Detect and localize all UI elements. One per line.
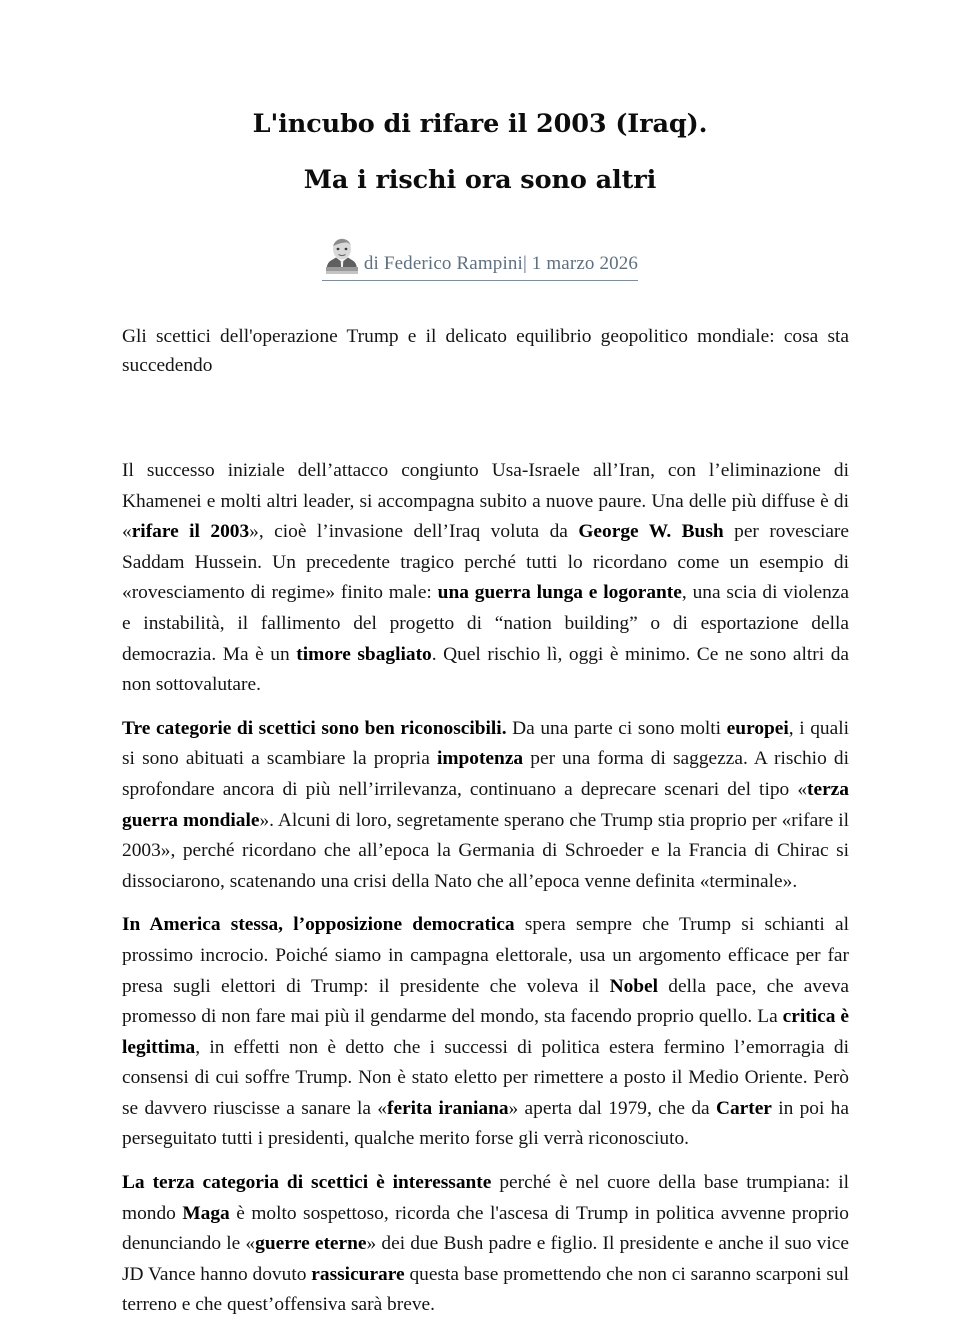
- emphasis-text: Tre categorie di scettici sono ben riconoscibili.: [122, 717, 507, 739]
- paragraph-text: della pace, che aveva promesso di non fare mai più il gendarme del mondo, sta facendo proprio quello. La: [122, 975, 849, 1028]
- emphasis-text: rifare il 2003: [131, 521, 250, 543]
- summary-spacer: [122, 380, 849, 456]
- emphasis-text: Nobel: [609, 975, 659, 997]
- paragraph-text: questa base promettendo che non ci saranno scarponi sul terreno e che quest’offensiva sarà breve.: [122, 1263, 849, 1316]
- emphasis-text: George W. Bush: [578, 521, 724, 543]
- body-paragraph: [122, 456, 849, 701]
- emphasis-text: ferita iraniana: [387, 1097, 509, 1119]
- emphasis-text: guerre eterne: [255, 1233, 367, 1255]
- article-body: [122, 322, 849, 1321]
- paragraph-text: per rovesciare Saddam Hussein. Un precedente tragico perché tutti lo ricordano come un esempio di «rovesciamento di regime» finito male:: [122, 521, 849, 604]
- paragraph-text: ». Alcuni di loro, segretamente sperano che Trump stia proprio per «rifare il 2003», perché ricordano che all’epoca la Germania di Schroeder e la Francia di Chirac si dissociarono, scatenando una crisi della Nato che all’epoca venne definita «terminale».: [122, 809, 849, 892]
- emphasis-text: La terza categoria di scettici è interessante: [122, 1172, 492, 1194]
- paragraph-text: Il successo iniziale dell’attacco congiunto Usa-Israele all’Iran, con l’eliminazione di Khamenei e molti altri leader, si accompagna subito a nuove paure. Una delle più diffuse è di «: [122, 460, 849, 543]
- paragraph-text: , i quali si sono abituati a scambiare la propria: [122, 717, 850, 770]
- body-paragraph: [122, 714, 849, 898]
- byline-text: di Federico Rampini| 1 marzo 2026: [363, 253, 639, 274]
- emphasis-text: Maga: [182, 1202, 230, 1224]
- paragraph-text: in poi ha perseguitato tutti i presidenti, qualche merito forse gli verrà riconosciuto.: [122, 1097, 849, 1150]
- emphasis-text: europei: [726, 717, 789, 739]
- title-line-1: L'incubo di rifare il 2003 (Iraq).: [252, 109, 708, 139]
- emphasis-text: impotenza: [436, 748, 524, 770]
- paragraph-text: », cioè l’invasione dell’Iraq voluta da: [249, 521, 579, 543]
- body-paragraph: [122, 1168, 849, 1321]
- article-title: [0, 109, 960, 195]
- emphasis-text: timore sbagliato: [296, 643, 432, 665]
- article-summary: Gli scettici dell'operazione Trump e il delicato equilibrio geopolitico mondiale: cosa sta succedendo: [122, 326, 849, 376]
- emphasis-text: rassicurare: [311, 1263, 405, 1285]
- byline: [0, 236, 960, 286]
- paragraph-text: . Quel rischio lì, oggi è minimo. Ce ne sono altri da non sottovalutare.: [122, 643, 849, 696]
- emphasis-text: Carter: [715, 1097, 772, 1119]
- paragraph-text: è molto sospettoso, ricorda che l'ascesa di Trump in politica avvenne proprio denunciando le «: [122, 1202, 849, 1255]
- paragraph-text: , una scia di violenza e instabilità, il fallimento del progetto di “nation building” o di esportazione della democrazia. Ma è un: [122, 582, 849, 665]
- emphasis-text: una guerra lunga e logorante: [437, 582, 682, 604]
- byline-link[interactable]: [322, 236, 638, 281]
- paragraph-text: » dei due Bush padre e figlio. Il presidente e anche il suo vice JD Vance hanno dovuto: [122, 1233, 849, 1285]
- paragraph-text: Da una parte ci sono molti: [506, 717, 727, 739]
- paragraph-text: perché è nel cuore della base trumpiana: il mondo: [122, 1172, 849, 1224]
- paragraph-text: spera sempre che Trump si schianti al prossimo incrocio. Poiché siamo in campagna elettorale, usa un argomento efficace per far presa sugli elettori di Trump: il presidente che voleva il: [122, 914, 849, 997]
- emphasis-text: critica è legittima: [122, 1006, 850, 1058]
- author-portrait-icon: [322, 236, 362, 277]
- emphasis-text: terza guerra mondiale: [122, 778, 849, 831]
- paragraph-text: , in effetti non è detto che i successi di politica estera fermino l’emorragia di consensi di cui soffre Trump. Non è stato eletto per rimettere a posto il Medio Oriente. Però se davvero riuscisse a sanare la «: [122, 1036, 849, 1119]
- paragraph-text: per una forma di saggezza. A rischio di sprofondare ancora di più nell’irrilevanza, continuano a deprecare scenari del tipo «: [122, 748, 849, 800]
- emphasis-text: In America stessa, l’opposizione democratica: [122, 914, 515, 936]
- paragraph-list: [122, 456, 849, 1321]
- title-line-2: Ma i rischi ora sono altri: [303, 164, 657, 195]
- paragraph-text: » aperta dal 1979, che da: [508, 1097, 716, 1119]
- body-paragraph: [122, 910, 849, 1155]
